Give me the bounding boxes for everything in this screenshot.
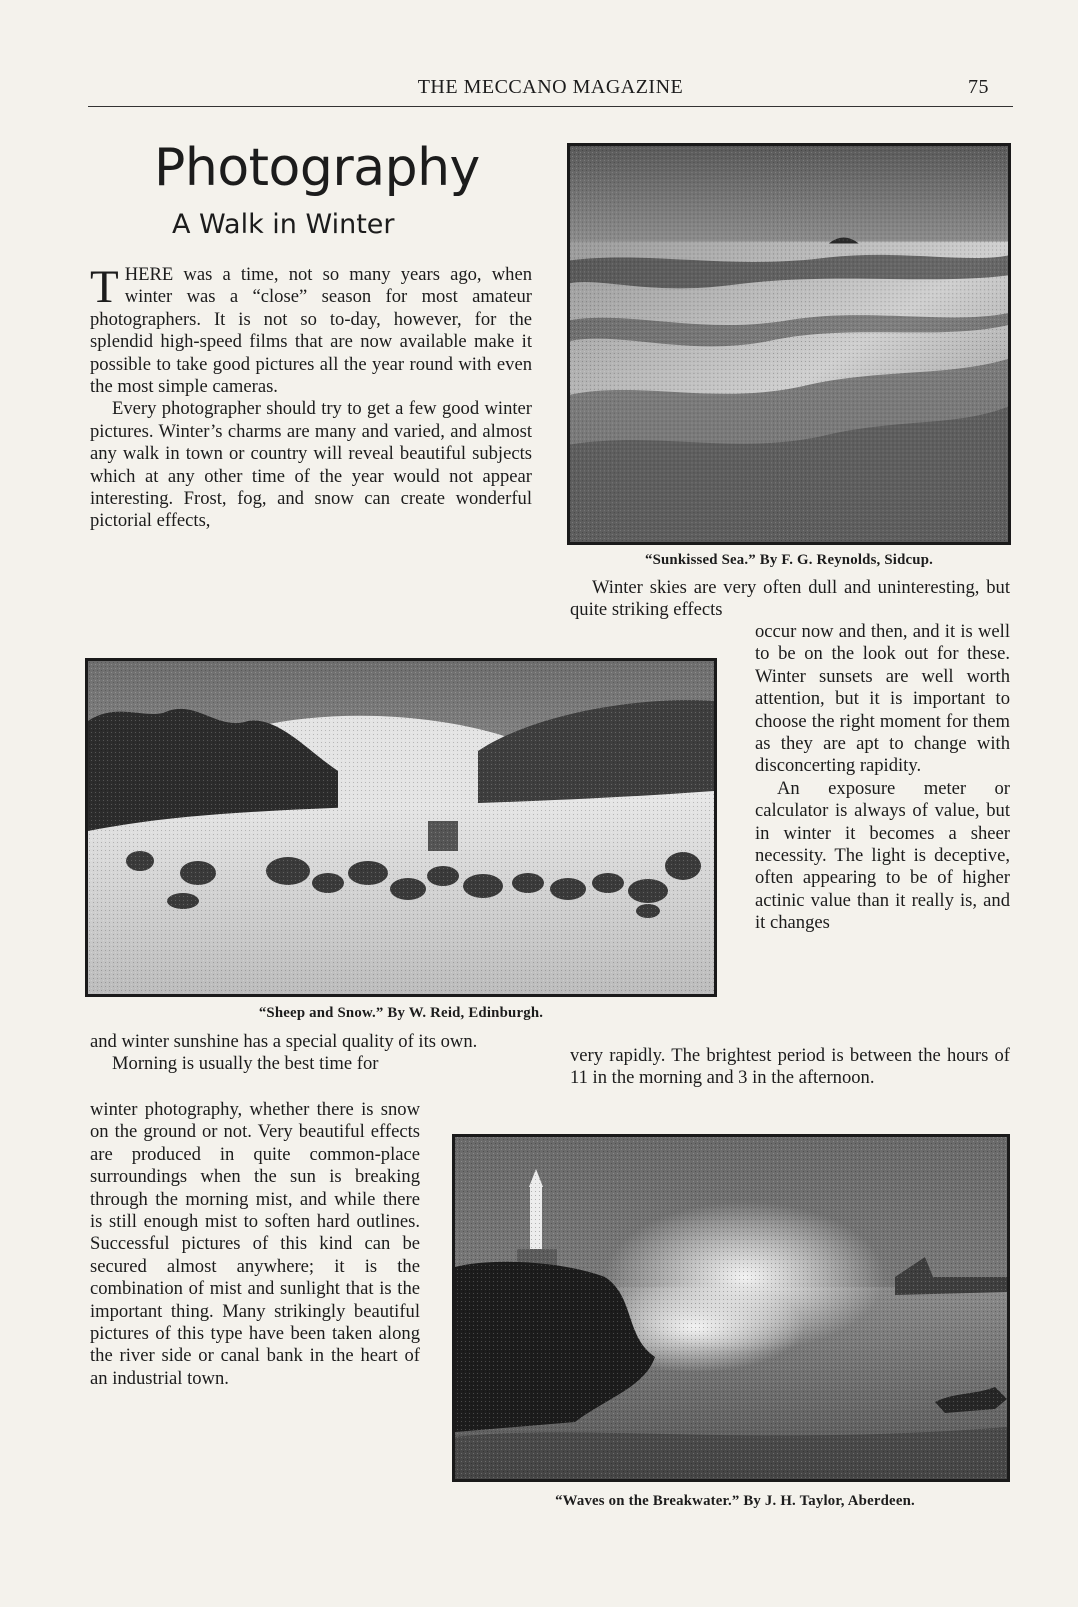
left-column-middle [90,1031,532,1076]
caption-sunkissed-sea: “Sunkissed Sea.” By F. G. Reynolds, Sidcup. [644,552,934,568]
right-column-narrow [755,621,1010,935]
left-column-bottom [90,1099,420,1390]
paragraph-three-start: Morning is usually the best time for [112,1053,379,1075]
page-number: 75 [968,76,989,98]
sheep-image [88,661,714,994]
right-column-top [570,577,1010,622]
paragraph-skies-start: Winter skies are very often dull and uninteresting, but quite striking effects [570,577,1010,621]
caption-waves-on-breakwater: “Waves on the Breakwater.” By J. H. Taylor, Aberdeen. [555,1493,915,1509]
waves-image [455,1137,1007,1479]
paragraph-exposure: An exposure meter or calculator is always of value, but in winter it becomes a sheer necessity. The light is deceptive, often appearing to be of higher actinic value than it really is, and it changes [755,777,1010,934]
photo-waves-on-breakwater [452,1134,1010,1482]
magazine-title: THE MECCANO MAGAZINE [417,76,684,98]
article-title: Photography [154,138,480,198]
article-subtitle: A Walk in Winter [172,209,395,240]
paragraph-skies-cont: occur now and then, and it is well to be on the look out for these. Winter sunsets are well worth attention, but it is important to choose the right moment for them as they are apt to change with disconcerting rapidity. [755,621,1010,777]
running-head [88,72,1013,107]
paragraph-two: Every photographer should try to get a few good winter pictures. Winter’s charms are many and varied, and almost any walk in town or country will reveal beautiful subjects which at any other time of the year would not appear interesting. Frost, fog, and snow can create wonderful pictorial effects, [90,398,532,532]
right-column-bottom [570,1045,1010,1090]
caption-sheep-and-snow: “Sheep and Snow.” By W. Reid, Edinburgh. [258,1005,544,1021]
photo-sheep-and-snow [85,658,717,997]
photo-sunkissed-sea [567,143,1011,545]
left-column-top [90,261,532,533]
intro-paragraph: THERE was a time, not so many years ago, when winter was a “close” season for most amateur photographers. It is not so to-day, however, for the splendid high-speed films that are now available make it possible to take good pictures all the year round with even the most simple cameras. [90,261,532,398]
paragraph-exposure-cont: very rapidly. The brightest period is between the hours of 11 in the morning and 3 in the afternoon. [570,1045,1010,1089]
sea-image [570,146,1008,542]
paragraph-two-cont: and winter sunshine has a special quality of its own. [90,1031,478,1052]
paragraph-three-rest: winter photography, whether there is snow on the ground or not. Very beautiful effects are produced in quite common-place surroundings when the sun is breaking through the morning mist, and while there is still enough mist to soften hard outlines. Successful pictures of this kind can be secured almost anywhere; it is the combination of mist and sunlight that is the important thing. Many strikingly beautiful pictures of this type have been taken along the river side or canal bank in the heart of an industrial town. [90,1099,420,1389]
